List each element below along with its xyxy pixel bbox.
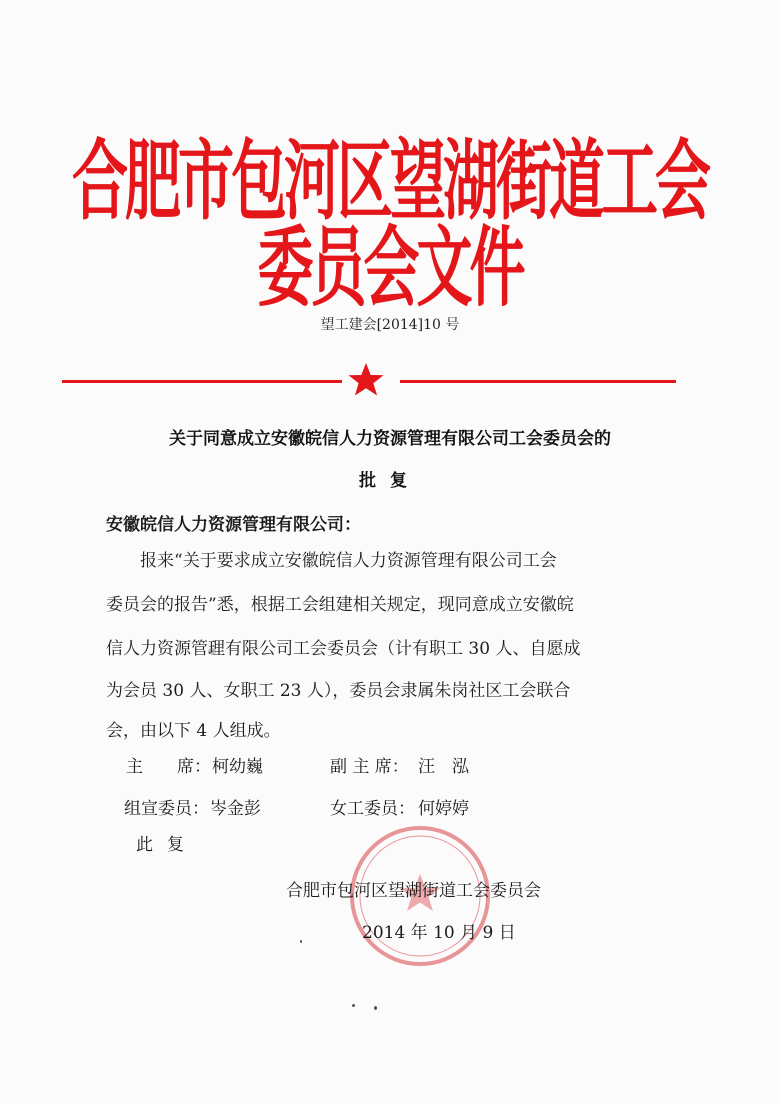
member-role-vice-chair: 副 主 席：	[330, 757, 409, 777]
issue-date: 2014 年 10 月 9 日	[362, 923, 516, 943]
issuer-name: 合肥市包河区望湖街道工会委员会	[286, 881, 541, 901]
body-line: 为会员 30 人、女职工 23 人），委员会隶属朱岗社区工会联合	[106, 681, 571, 701]
body-line: 委员会的报告”悉，根据工会组建相关规定，现同意成立安徽皖	[106, 595, 574, 615]
body-line: 报来“关于要求成立安徽皖信人力资源管理有限公司工会	[140, 551, 557, 571]
closing-text: 此复	[136, 835, 198, 855]
scan-speck	[300, 940, 302, 943]
addressee: 安徽皖信人力资源管理有限公司：	[106, 515, 361, 535]
member-role-women: 女工委员：	[330, 799, 415, 819]
scan-speck	[374, 1006, 377, 1010]
member-name-publicity: 岑金彭	[210, 799, 261, 819]
red-divider-left	[62, 380, 342, 383]
subject-line-2: 批复	[359, 471, 421, 491]
document-number: 望工建会[2014]10 号	[320, 317, 460, 333]
member-name-vice-chair: 汪 泓	[418, 757, 469, 777]
body-line: 会，由以下 4 人组成。	[106, 721, 281, 741]
member-name-chair: 柯幼巍	[212, 757, 263, 777]
scan-speck	[208, 648, 216, 655]
subject-line-1: 关于同意成立安徽皖信人力资源管理有限公司工会委员会的	[169, 429, 611, 449]
scan-speck	[352, 1004, 355, 1007]
red-star-icon	[346, 360, 386, 400]
body-line: 信人力资源管理有限公司工会委员会（计有职工 30 人、自愿成	[106, 639, 581, 659]
member-name-women: 何婷婷	[418, 799, 469, 819]
member-role-publicity: 组宣委员：	[124, 799, 209, 819]
document-header-title: 合肥市包河区望湖街道工会委员会文件	[72, 130, 708, 320]
member-role-chair: 主 席：	[126, 757, 211, 777]
red-divider-right	[400, 380, 676, 383]
